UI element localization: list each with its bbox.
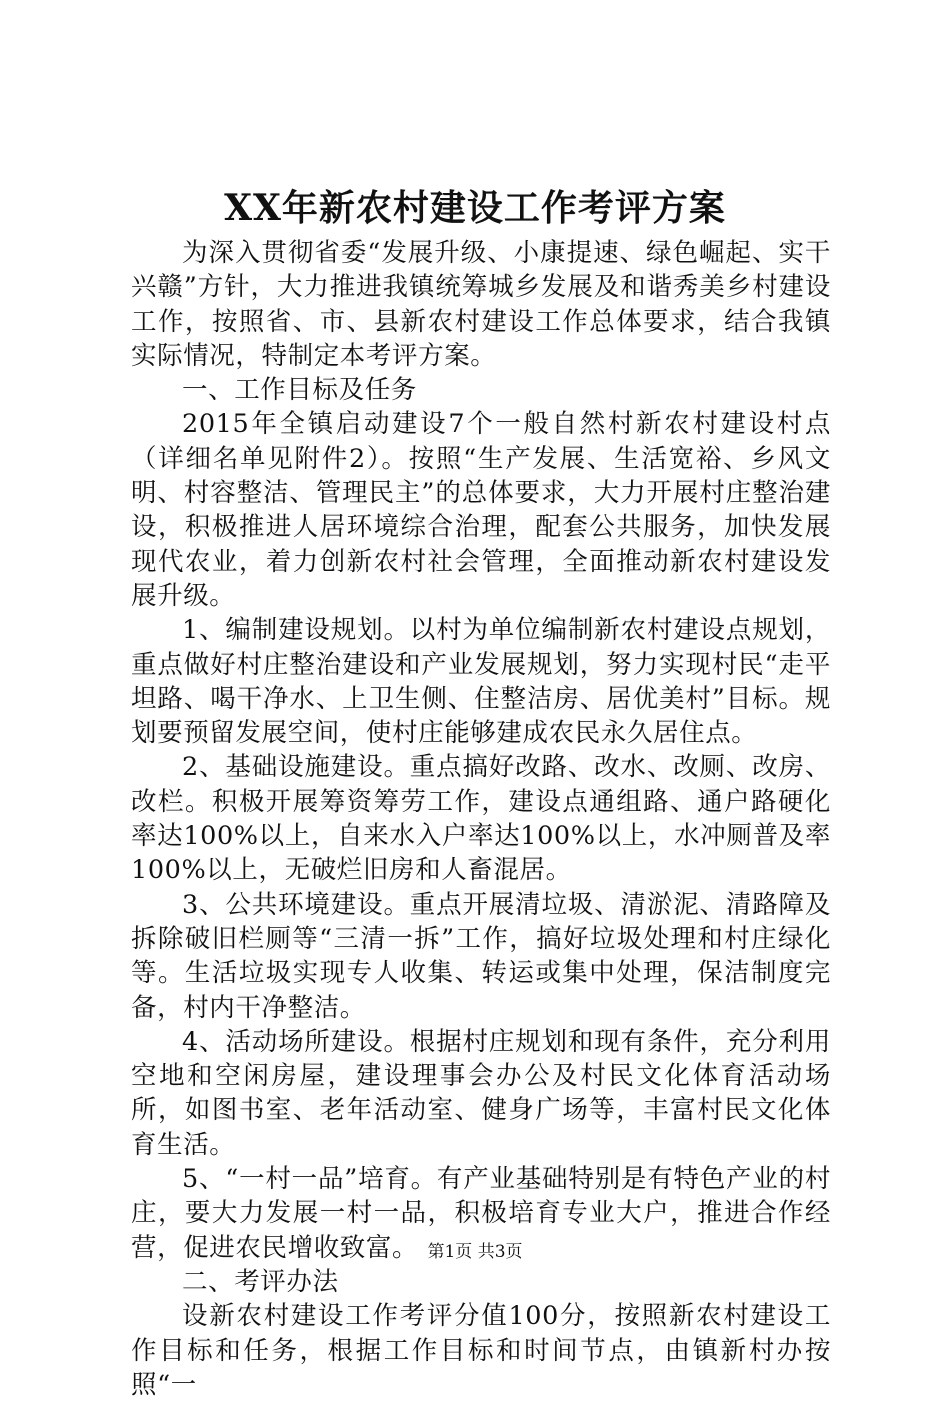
paragraph-intro: 为深入贯彻省委“发展升级、小康提速、绿色崛起、实干兴赣”方针，大力推进我镇统筹城乡发展及和谐秀美乡村建设工作，按照省、市、县新农村建设工作总体要求，结合我镇实际情况，特制定本考评方案。: [131, 238, 831, 371]
document-title: XX年新农村建设工作考评方案: [224, 187, 726, 229]
page-number-footer: 第1页 共3页: [427, 1242, 523, 1262]
section-heading-goals: 一、工作目标及任务: [182, 375, 417, 406]
paragraph-item-3: 3、公共环境建设。重点开展清垃圾、清淤泥、清路障及拆除破旧栏厕等“三清一拆”工作，搞好垃圾处理和村庄绿化等。生活垃圾实现专人收集、转运或集中处理，保洁制度完备，村内干净整洁。: [131, 889, 831, 1023]
paragraph-item-4: 4、活动场所建设。根据村庄规划和现有条件，充分利用空地和空闲房屋，建设理事会办公及村民文化体育活动场所，如图书室、老年活动室、健身广场等，丰富村民文化体育生活。: [131, 1026, 831, 1160]
section-heading-methods: 二、考评办法: [182, 1266, 339, 1297]
paragraph-item-5: 5、“一村一品”培育。有产业基础特别是有特色产业的村庄，要大力发展一村一品，积极培育专业大户，推进合作经营，促进农民增收致富。: [131, 1164, 831, 1263]
document-body: [131, 236, 831, 1402]
paragraph-item-2: 2、基础设施建设。重点搞好改路、改水、改厕、改房、改栏。积极开展筹资筹劳工作，建设点通组路、通户路硬化率达100%以上，自来水入户率达100%以上，水冲厕普及率100%以上，无破烂旧房和人畜混居。: [131, 752, 831, 886]
paragraph-item-1: 1、编制建设规划。以村为单位编制新农村建设点规划，重点做好村庄整治建设和产业发展规划，努力实现村民“走平坦路、喝干净水、上卫生侧、住整洁房、居优美村”目标。规划要预留发展空间，使村庄能够建成农民永久居住点。: [131, 615, 831, 749]
paragraph-goals: 2015年全镇启动建设7个一般自然村新农村建设村点（详细名单见附件2）。按照“生产发展、生活宽裕、乡风文明、村容整洁、管理民主”的总体要求，大力开展村庄整治建设，积极推进人居环境综合治理，配套公共服务，加快发展现代农业，着力创新农村社会管理，全面推动新农村建设发展升级。: [131, 409, 831, 611]
paragraph-methods: 设新农村建设工作考评分值100分，按照新农村建设工作目标和任务，根据工作目标和时间节点，由镇新村办按照“一: [131, 1301, 831, 1400]
